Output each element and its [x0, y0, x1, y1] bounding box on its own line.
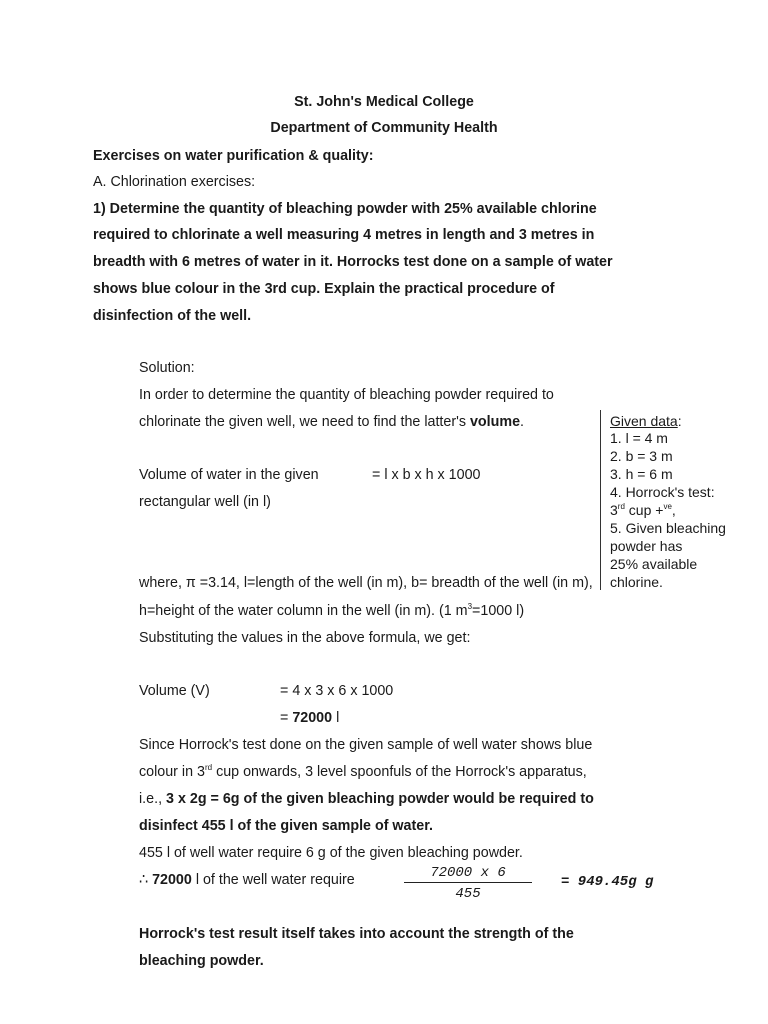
given-data-title: Given data:: [610, 413, 682, 429]
question-line: breadth with 6 metres of water in it. Horrocks test done on a sample of water: [93, 254, 613, 270]
section-heading: A. Chlorination exercises:: [93, 174, 256, 190]
given-item: 5. Given bleaching: [610, 520, 726, 536]
given-item: 3. h = 6 m: [610, 466, 673, 482]
disinfect-line: disinfect 455 l of the given sample of water.: [139, 818, 433, 834]
conclusion-line: Horrock's test result itself takes into account the strength of the: [139, 926, 574, 942]
given-data-box: [600, 410, 761, 590]
pi-symbol: π: [185, 575, 196, 591]
volume-label: rectangular well (in l): [139, 494, 271, 510]
substituting-line: Substituting the values in the above formula, we get:: [139, 630, 471, 646]
question-line: 1) Determine the quantity of bleaching powder with 25% available chlorine: [93, 201, 597, 217]
volume-v-label: Volume (V): [139, 683, 210, 699]
solution-intro: In order to determine the quantity of bleaching powder required to: [139, 387, 554, 403]
solution-label: Solution:: [139, 360, 195, 376]
college-title: St. John's Medical College: [294, 94, 474, 110]
solution-intro: chlorinate the given well, we need to find the latter's volume.: [139, 414, 525, 430]
given-item: 1. l = 4 m: [610, 430, 668, 446]
volume-formula: = l x b x h x 1000: [372, 467, 481, 483]
fraction-bar: [404, 882, 532, 883]
volume-calc: = 4 x 3 x 6 x 1000: [280, 683, 394, 699]
therefore-symbol: ∴: [139, 872, 153, 888]
conclusion-line: bleaching powder.: [139, 953, 264, 969]
horrock-line: Since Horrock's test done on the given sample of well water shows blue: [139, 737, 593, 753]
given-item-cup: 3rd cup +$^{ve}$,: [610, 502, 676, 518]
therefore-line: ∴ 72000 l of the well water require: [139, 872, 355, 888]
ie-line: i.e., 3 x 2g = 6g of the given bleaching powder would be required to: [139, 791, 594, 807]
given-item: 4. Horrock's test:: [610, 484, 715, 500]
given-item: powder has: [610, 538, 683, 554]
fraction-numerator: 72000 x 6: [430, 865, 506, 881]
height-line: h=height of the water column in the well (in m). (1 $m^3=1000$ l): [139, 602, 525, 619]
given-item: 25% available: [610, 556, 698, 572]
given-item: chlorine.: [610, 574, 663, 590]
volume-result: = 72000 l: [280, 710, 340, 726]
fraction-denominator: 455: [455, 886, 481, 902]
horrock-line: colour in 3rd cup onwards, 3 level spoonfuls of the Horrock's apparatus,: [139, 763, 587, 780]
final-result: = 949.45g g: [561, 874, 654, 890]
exercise-title: Exercises on water purification & quality:: [93, 148, 374, 164]
volume-label: Volume of water in the given: [139, 467, 319, 483]
question-line: disinfection of the well.: [93, 308, 252, 324]
question-line: required to chlorinate a well measuring 4 metres in length and 3 metres in: [93, 227, 595, 243]
given-item: 2. b = 3 m: [610, 448, 673, 464]
where-line: where, π =3.14, l=length of the well (in m), b= breadth of the well (in m),: [139, 575, 593, 591]
volume-keyword: volume: [469, 414, 521, 430]
ratio-line: 455 l of well water require 6 g of the given bleaching powder.: [139, 845, 523, 861]
question-line: shows blue colour in the 3rd cup. Explain the practical procedure of: [93, 281, 555, 297]
department-title: Department of Community Health: [270, 120, 498, 136]
